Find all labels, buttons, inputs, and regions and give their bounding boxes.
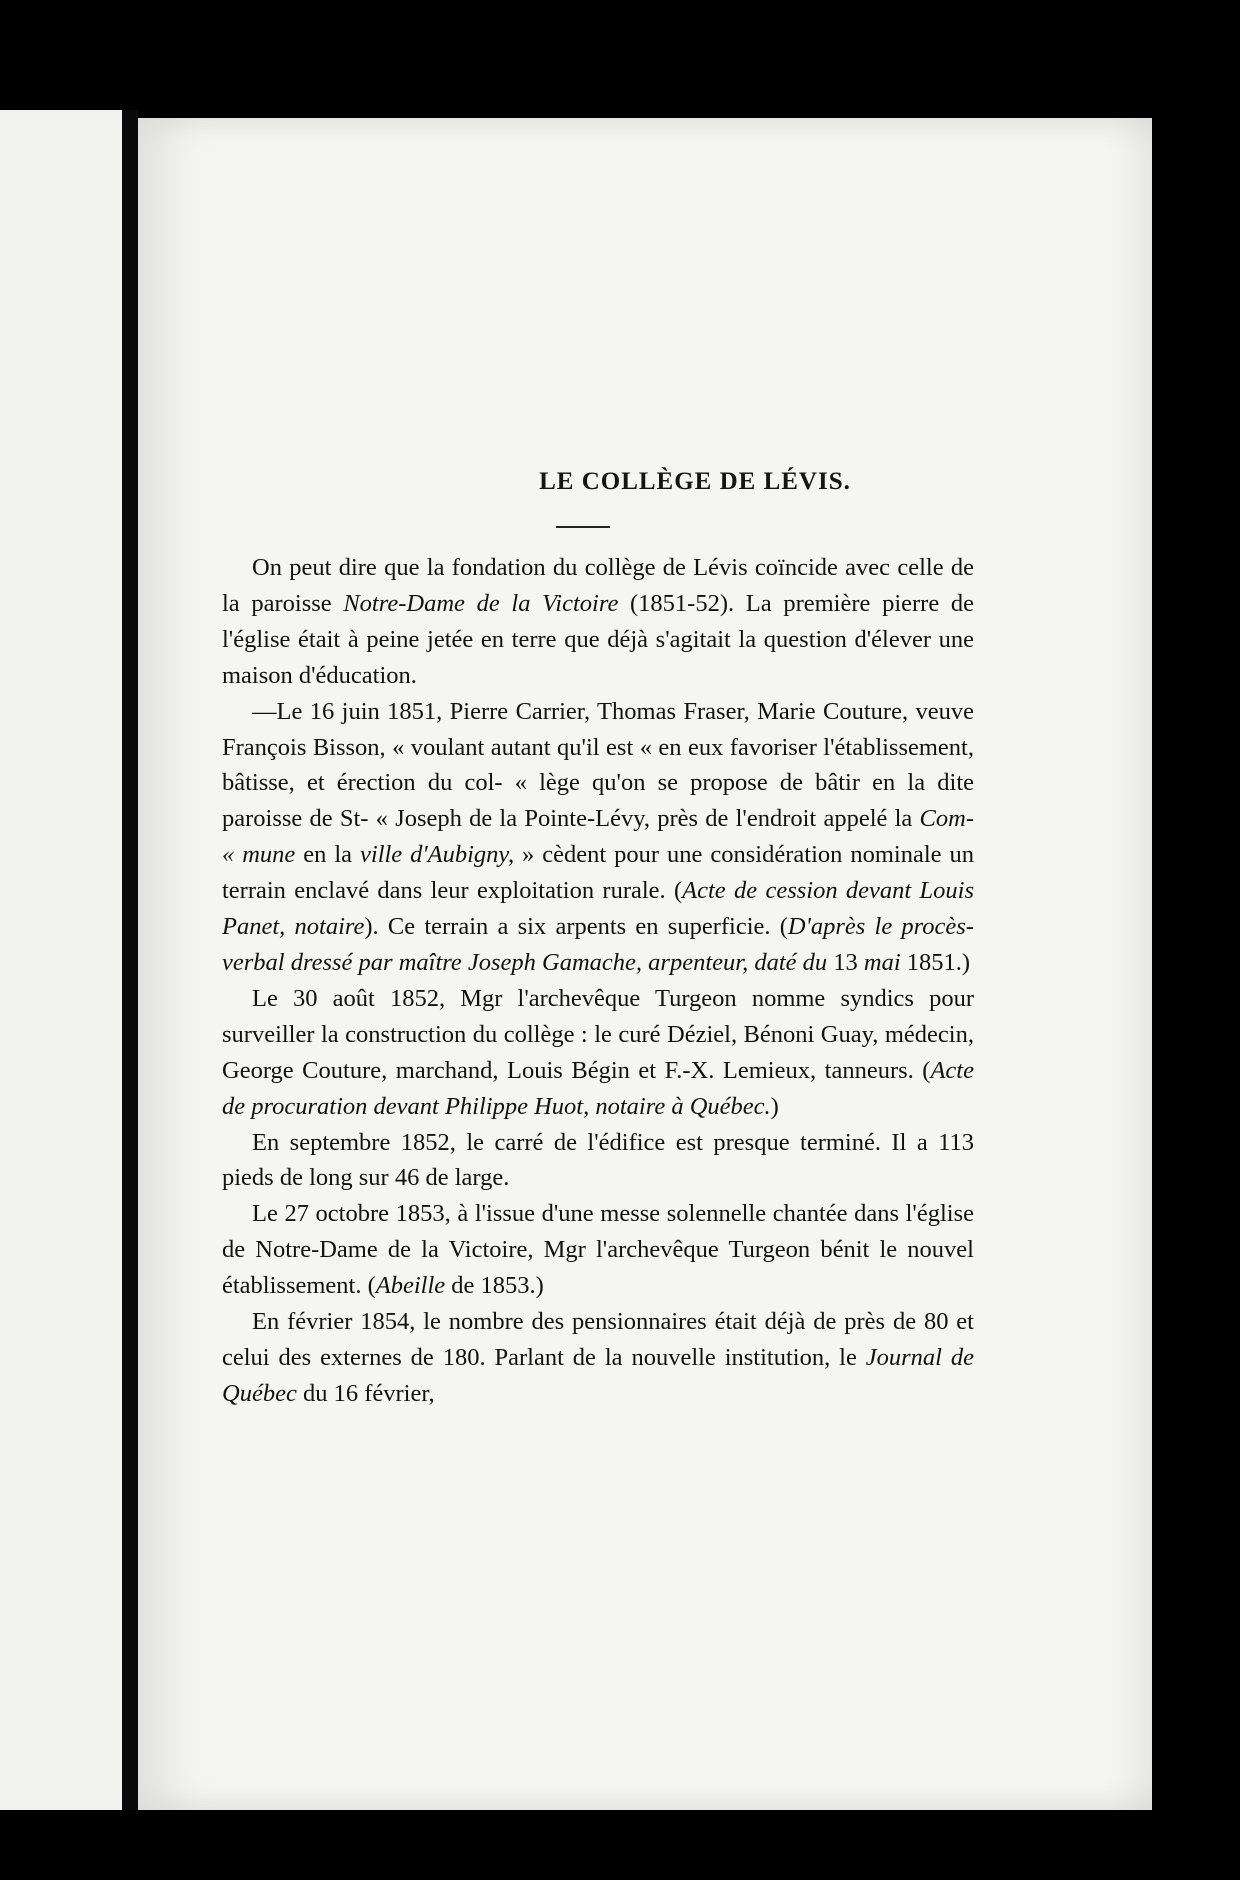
paragraph-5: Le 27 octobre 1853, à l'issue d'une messe solennelle chantée dans l'église de Notre-Dame de la Victoire, Mgr l'archevêque Turgeon bénit le nouvel établissement. (Abeille de 1853.) (222, 1200, 974, 1300)
page-title: LE COLLÈGE DE LÉVIS. (539, 468, 851, 495)
book-page (138, 118, 1152, 1810)
facing-page-edge (0, 110, 122, 1810)
book-gutter (122, 110, 138, 1810)
title-rule (556, 526, 610, 528)
paragraph-2: —Le 16 juin 1851, Pierre Carrier, Thomas Fraser, Marie Couture, veuve François Bisson, « voulant autant qu'il est « en eux favoriser l'établissement, bâtisse, et érection du col- « lège qu'on se propose de bâtir en la dite paroisse de St- « Joseph de la Pointe-Lévy, près de l'endroit appelé la Com- « mune en la ville d'Aubigny, » cèdent pour une considération nominale un terrain enclavé dans leur exploitation rurale. (Acte de cession devant Louis Panet, notaire). Ce terrain a six arpents en superficie. (D'après le procès-verbal dressé par maître Joseph Gamache, arpenteur, daté du 13 mai 1851.) (222, 697, 975, 976)
paragraph-3: Le 30 août 1852, Mgr l'archevêque Turgeon nomme syndics pour surveiller la construction du collège : le curé Déziel, Bénoni Guay, médecin, George Couture, marchand, Louis Bégin et F.-X. Lemieux, tanneurs. (Acte de procuration devant Philippe Huot, notaire à Québec.) (222, 984, 974, 1120)
paragraph-6: En février 1854, le nombre des pensionnaires était déjà de près de 80 et celui des externes de 180. Parlant de la nouvelle institution, le Journal de Québec du 16 février, (222, 1308, 975, 1407)
paragraph-1: On peut dire que la fondation du collège de Lévis coïncide avec celle de la paroisse Notre-Dame de la Victoire (1851-52). La première pierre de l'église était à peine jetée en terre que déjà s'agitait la question d'élever une maison d'éducation. (222, 554, 974, 689)
paragraph-4: En septembre 1852, le carré de l'édifice est presque terminé. Il a 113 pieds de long sur 46 de large. (222, 1128, 974, 1192)
body-text (222, 550, 974, 1412)
